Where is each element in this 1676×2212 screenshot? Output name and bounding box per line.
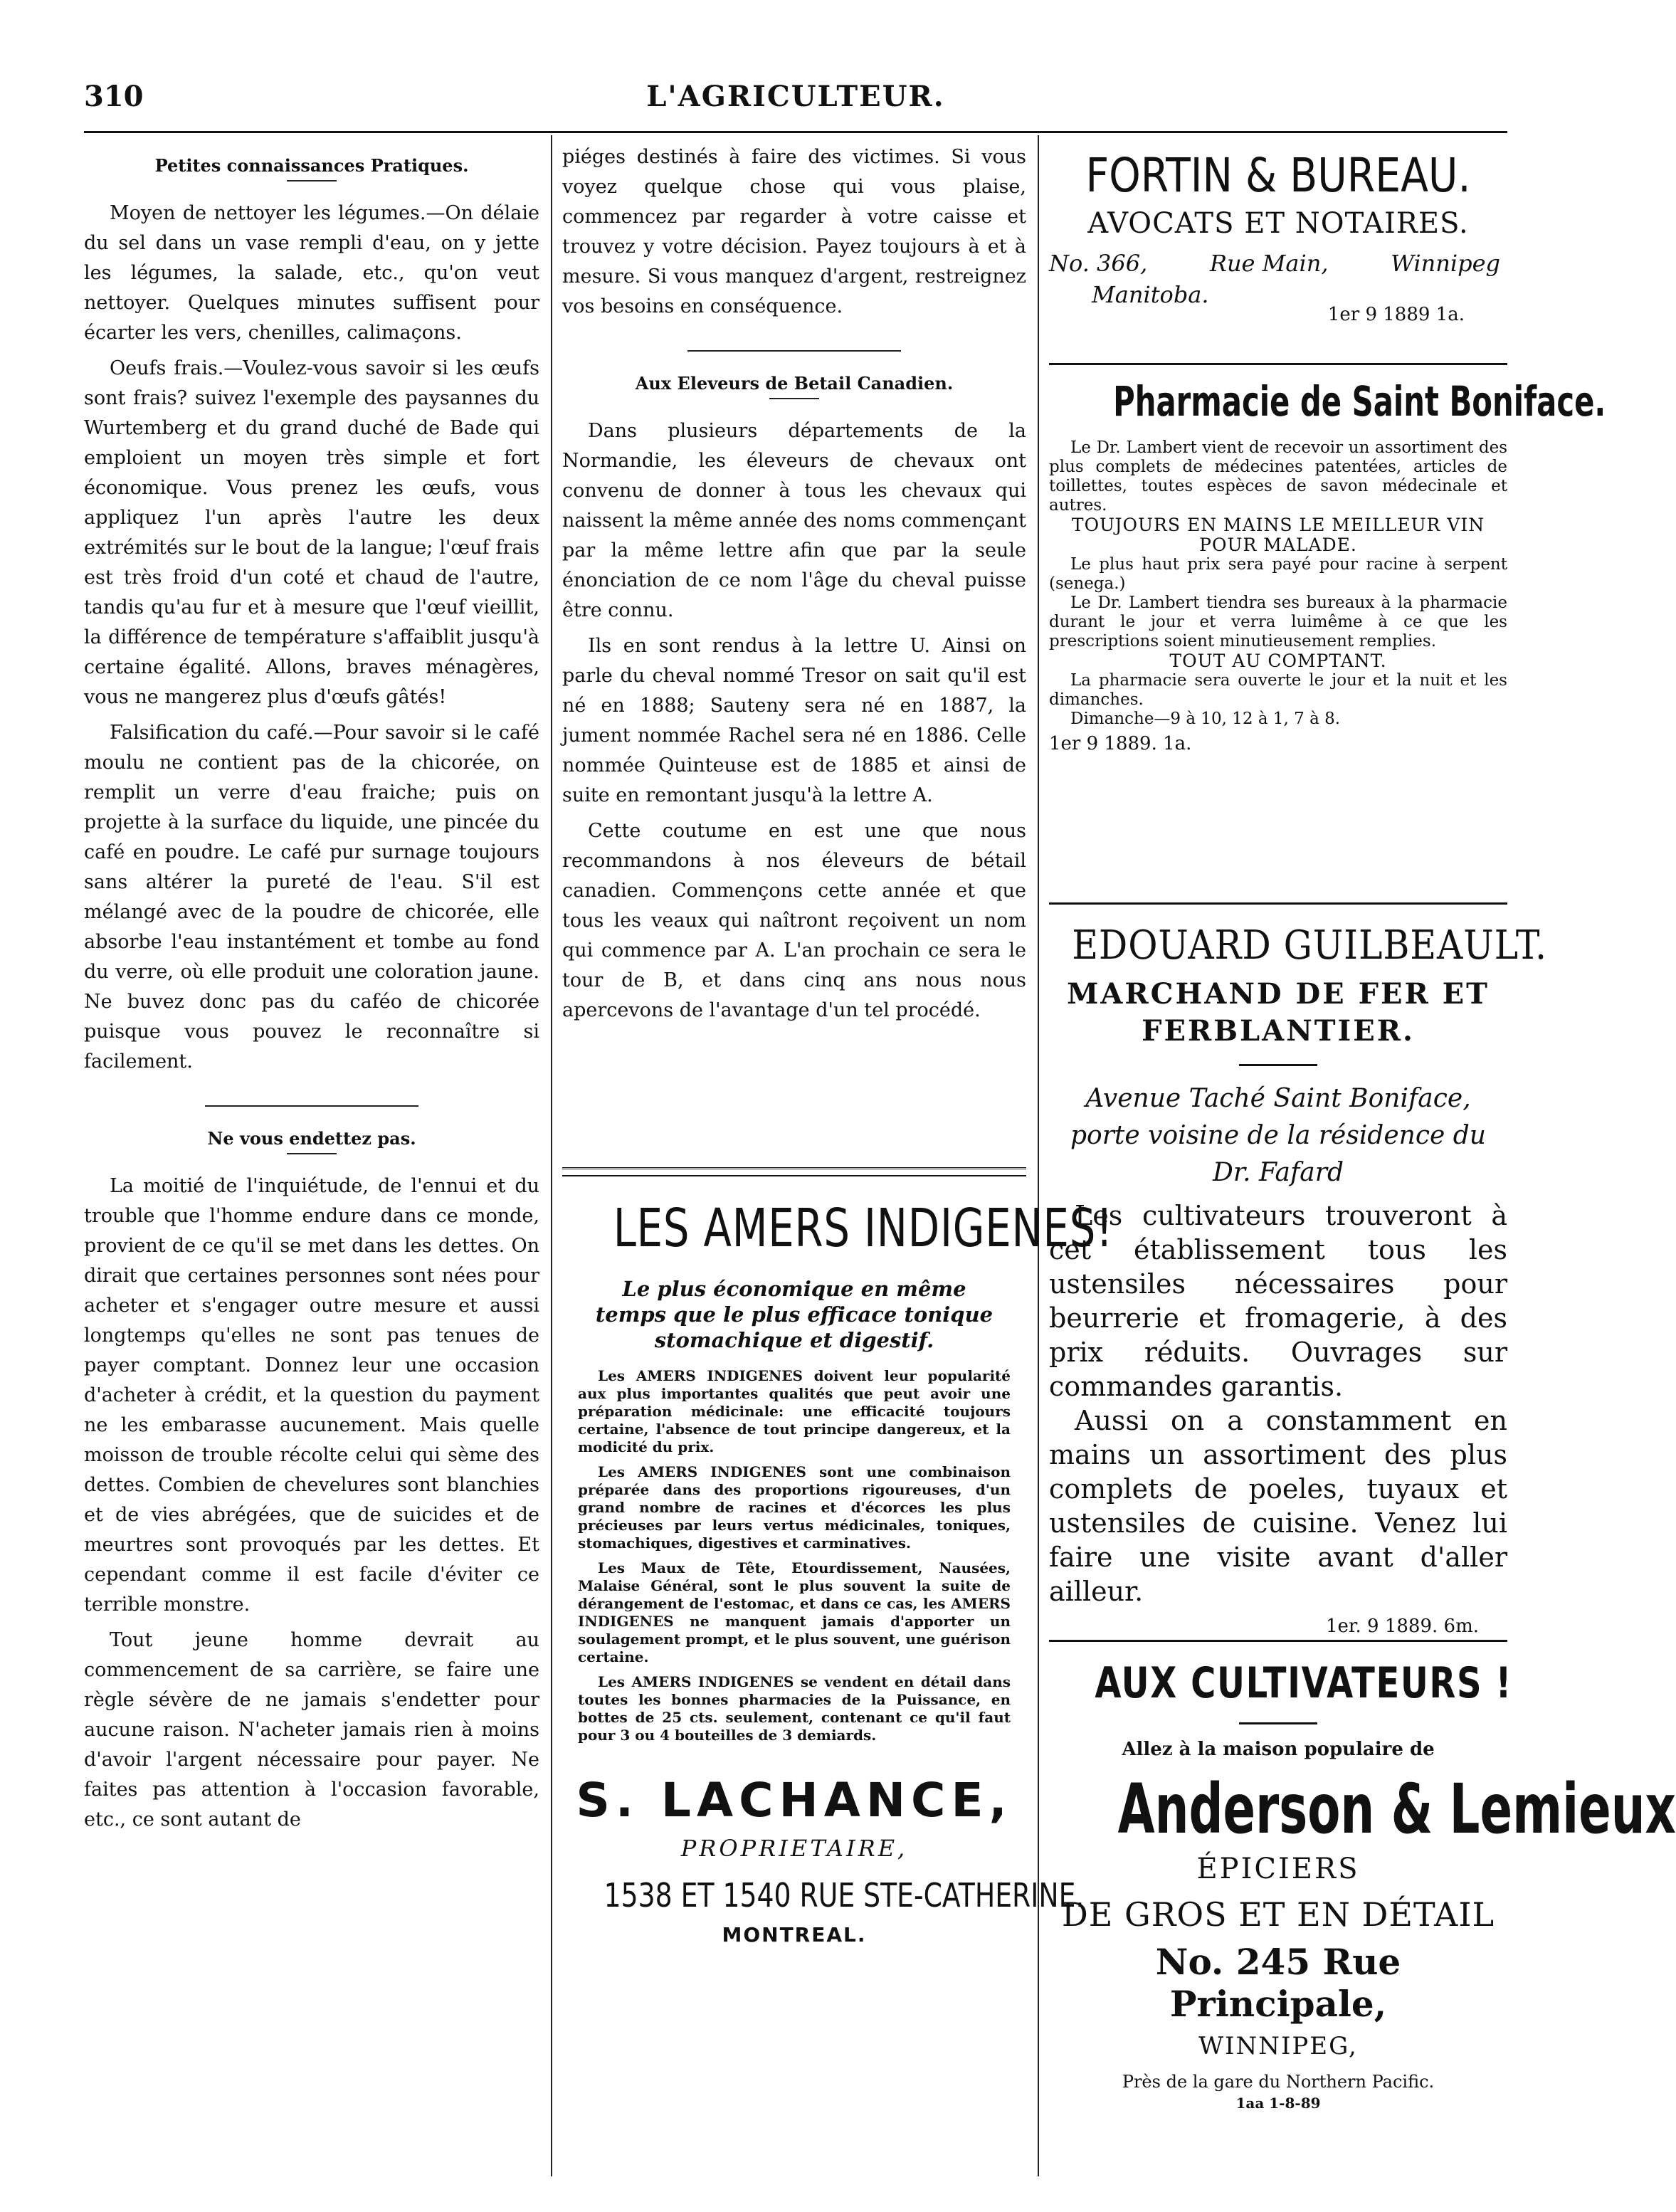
amers-paragraph-1: Les AMERS INDIGENES doivent leur popularité aux plus importantes qualités que peut avoir une préparation médicinale: une efficacité toujours certaine, l'absence de tout principe dangereux, et la modicité du prix. (578, 1367, 1011, 1455)
ad-dash (1239, 1722, 1317, 1724)
proprietor-address: 1538 ET 1540 RUE STE-CATHERINE. (604, 1876, 1085, 1915)
fortin-role: AVOCATS ET NOTAIRES. (1087, 207, 1469, 240)
ad-dash (1239, 1064, 1317, 1066)
pharmacie-p5: Dimanche—9 à 10, 12 à 1, 7 à 8. (1070, 710, 1341, 728)
title-dash (769, 398, 819, 399)
article-title-dettes: Ne vous endettez pas. (207, 1128, 416, 1149)
fortin-addr-city: Winnipeg (1391, 250, 1500, 277)
pharmacie-ad (1049, 377, 1606, 754)
article-continuation (562, 142, 1026, 1026)
guilbeault-name: EDOUARD GUILBEAULT. (1072, 922, 1547, 969)
fortin-address (1049, 250, 1507, 277)
ad-rule (1049, 363, 1507, 365)
amers-title: LES AMERS INDIGENES! (613, 1198, 1114, 1259)
pharmacie-p4: La pharmacie sera ouverte le jour et la nuit et les dimanches. (1049, 671, 1507, 709)
amers-advertisement (562, 1167, 1114, 1947)
firm-name: Anderson & Lemieux (1117, 1769, 1676, 1849)
page-number: 310 (84, 80, 144, 113)
paragraph-continuation: piéges destinés à faire des victimes. Si vous voyez quelque chose qui vous plaise, commencez par regarder à votre caisse et trouvez y votre décision. Payez toujours à et à mesure. Si vous manquez d'argent, restreignez vos besoins en conséquence. (562, 146, 1026, 317)
guilbeault-p2: Aussi on a constamment en mains un assortiment des plus complets de poeles, tuyaux et ustensiles de cuisine. Venez lui faire une visite avant d'aller ailleur. (1049, 1405, 1507, 1607)
fortin-addr-no: No. 366, (1049, 250, 1148, 277)
cultivateurs-allez: Allez à la maison populaire de (1122, 1739, 1435, 1760)
pharmacie-date: 1er 9 1889. 1a. (1049, 733, 1192, 754)
pharmacie-name: Pharmacie de Saint Boniface. (1113, 377, 1606, 426)
amers-paragraph-4: Les AMERS INDIGENES se vendent en détail dans toutes les bonnes pharmacies de la Puissance, en bottes de 25 cts. seulement, contenant ce qu'il faut pour 3 ou 4 bouteilles de 3 demiards. (578, 1673, 1011, 1744)
cultivateurs-ad (1049, 1658, 1676, 2112)
fortin-name: FORTIN & BUREAU. (1085, 148, 1471, 203)
pharmacie-p2: Le plus haut prix sera payé pour racine à serpent (senega.) (1049, 555, 1507, 593)
article-separator (205, 1105, 418, 1107)
paragraph-oeufs: Oeufs frais.—Voulez-vous savoir si les œufs sont frais? suivez l'exemple des paysannes du Wurtemberg et du grand duché de Bade qui emploient un moyen très simple et fort économique. Vous prenez les œufs, vous appliquez l'un après l'autre les deux extrémités sur le bout de la langue; l'œuf frais est très froid d'un coté et chaud de l'autre, tandis qu'au fur et à mesure que l'œuf vieillit, la différence de température s'affaiblit jusqu'à certaine égalité. Allons, braves ménagères, vous ne mangerez plus d'œufs gâtés! (84, 357, 539, 708)
guilbeault-body (1049, 1199, 1507, 1608)
amers-subtitle: Le plus économique en même temps que le plus efficace tonique stomachique et digestif. (595, 1277, 994, 1352)
paragraph-legumes: Moyen de nettoyer les légumes.—On délaie du sel dans un vase rempli d'eau, on y jette les légumes, la salade, etc., qu'on veut nettoyer. Quelques minutes suffisent pour écarter les vers, chenilles, calimaçons. (84, 202, 539, 344)
title-dash (287, 180, 337, 181)
proprietor-name: S. LACHANCE, (576, 1773, 1013, 1828)
fortin-date: 1er 9 1889 1a. (1327, 304, 1465, 325)
guilbeault-date: 1er. 9 1889. 6m. (1326, 1616, 1479, 1637)
paragraph-eleveurs-3: Cette coutume en est une que nous recommandons à nos éleveurs de bétail canadien. Commençons cette année et que tous les veaux qui naîtront reçoivent un nom qui commence par A. L'an prochain ce sera le tour de B, et dans cinq ans nous nous apercevons de l'avantage d'un tel procédé. (562, 820, 1026, 1021)
ad-rule (562, 1167, 1026, 1176)
pharmacie-p3: Le Dr. Lambert tiendra ses bureaux à la pharmacie durant le jour et verra luimême à ce que les prescriptions soient minutieusement remplies. (1049, 594, 1507, 651)
paragraph-cafe: Falsification du café.—Pour savoir si le café moulu ne contient pas de la chicorée, on remplit un verre d'eau fraiche; puis on projette à la surface du liquide, une pincée du café en poudre. Le café pur surnage toujours sans altérer la pureté de l'eau. S'il est mélangé avec de la poudre de chicorée, elle absorbe l'eau instantément et tombe au fond du verre, où elle produit une coloration jaune. Ne buvez donc pas du caféo de chicorée puisque vous pouvez le reconnaître si facilement. (84, 722, 539, 1073)
column-3 (1049, 142, 1676, 2169)
fortin-bureau-ad (1049, 148, 1507, 325)
column-rule-1 (551, 135, 552, 2176)
title-dash (287, 1153, 337, 1154)
column-rule-2 (1038, 135, 1039, 2176)
guilbeault-role: MARCHAND DE FER ET FERBLANTIER. (1067, 977, 1490, 1048)
guilbeault-ad (1049, 922, 1547, 1637)
pharmacie-caps1: TOUJOURS EN MAINS LE MEILLEUR VIN POUR MALADE. (1071, 515, 1485, 555)
amers-paragraph-2: Les AMERS INDIGENES sont une combinaison préparée dans des proportions rigoureuses, d'un grand nombre de racines et d'écorces les plus précieuses par leurs vertus médicinales, toniques, stomachiques, digestives et carminatives. (578, 1463, 1011, 1552)
firm-date: 1aa 1-8-89 (1235, 2095, 1321, 2112)
fortin-addr-street: Rue Main, (1209, 250, 1329, 277)
column-1 (84, 142, 539, 2169)
journal-title: L'AGRICULTEUR. (646, 80, 945, 113)
pharmacie-body (1049, 438, 1507, 754)
pharmacie-p1: Le Dr. Lambert vient de recevoir un assortiment des plus complets de médecines patentées, articles de toillettes, toutes espèces de savon médecinale et autres. (1049, 438, 1507, 515)
ad-rule (1049, 1640, 1507, 1642)
paragraph-eleveurs-1: Dans plusieurs départements de la Normandie, les éleveurs de chevaux ont convenu de donner à tous les chevaux qui naissent la même année des noms commençant par la même lettre afin que par la seule énonciation de ce nom l'âge du cheval puisse être connu. (562, 420, 1026, 621)
article-separator (687, 350, 901, 352)
firm-note: Près de la gare du Northern Pacific. (1122, 2072, 1435, 2092)
page-header (84, 80, 1507, 122)
paragraph-eleveurs-2: Ils en sont rendus à la lettre U. Ainsi on parle du cheval nommé Tresor on sait qu'il est né en 1888; Sauteny sera né en 1887, la jument nommée Rachel sera né en 1886. Celle nommée Quinteuse est de 1885 et ainsi de suite en remontant jusqu'à la lettre A. (562, 635, 1026, 806)
pharmacie-caps2: TOUT AU COMPTANT. (1169, 651, 1387, 671)
article-title-eleveurs: Aux Eleveurs de Betail Canadien. (635, 373, 954, 394)
firm-city: WINNIPEG, (1198, 2032, 1358, 2060)
fortin-province: Manitoba. (1092, 281, 1209, 308)
ad-rule (1049, 902, 1507, 905)
cultivateurs-title: AUX CULTIVATEURS ! (1095, 1658, 1512, 1708)
proprietor-role: PROPRIETAIRE, (680, 1835, 908, 1862)
article-title-petites: Petites connaissances Pratiques. (154, 155, 469, 176)
header-rule (84, 131, 1507, 133)
guilbeault-address: Avenue Taché Saint Boniface, porte voisine de la résidence du Dr. Fafard (1070, 1084, 1486, 1187)
firm-address: No. 245 Rue Principale, (1155, 1941, 1401, 2025)
paragraph-dettes-1: La moitié de l'inquiétude, de l'ennui et du trouble que l'homme endure dans ce monde, provient de ce qu'il se met dans les dettes. On dirait que certaines personnes sont nées pour acheter et s'engager outre mesure et aussi longtemps qu'elles ne sont pas tenues de payer comptant. Donnez leur une occasion d'acheter à crédit, et la question du payment ne les embarasse aucunement. Mais quelle moisson de trouble récolte celui qui sème des dettes. Combien de chevelures sont blanchies et de vies abrégées, que de suicides et de meurtres sont provoqués par les dettes. Et cependant comme il est facile d'éviter ce terrible monstre. (84, 1175, 539, 1616)
firm-trade: ÉPICIERS (1196, 1853, 1360, 1885)
guilbeault-p1: Les cultivateurs trouveront à cet établissement tous les ustensiles nécessaires pour beurrerie et fromagerie, à des prix réduits. Ouvrages sur commandes garantis. (1049, 1200, 1507, 1402)
proprietor-city: MONTREAL. (722, 1923, 867, 1947)
firm-gros: DE GROS ET EN DÉTAIL (1061, 1895, 1495, 1934)
paragraph-dettes-2: Tout jeune homme devrait au commencement de sa carrière, se faire une règle sévère de ne jamais s'endetter pour aucune raison. N'acheter jamais rien à moins d'avoir l'argent nécessaire pour payer. Ne faites pas attention à l'occasion favorable, etc., ce sont autant de (84, 1629, 539, 1831)
amers-paragraph-3: Les Maux de Tête, Etourdissement, Nausées, Malaise Général, sont le plus souvent la suite de dérangement de l'estomac, et dans ce cas, les AMERS INDIGENES ne manquent jamais d'apporter un soulagement prompt, et le plus souvent, une guérison certaine. (578, 1559, 1011, 1665)
